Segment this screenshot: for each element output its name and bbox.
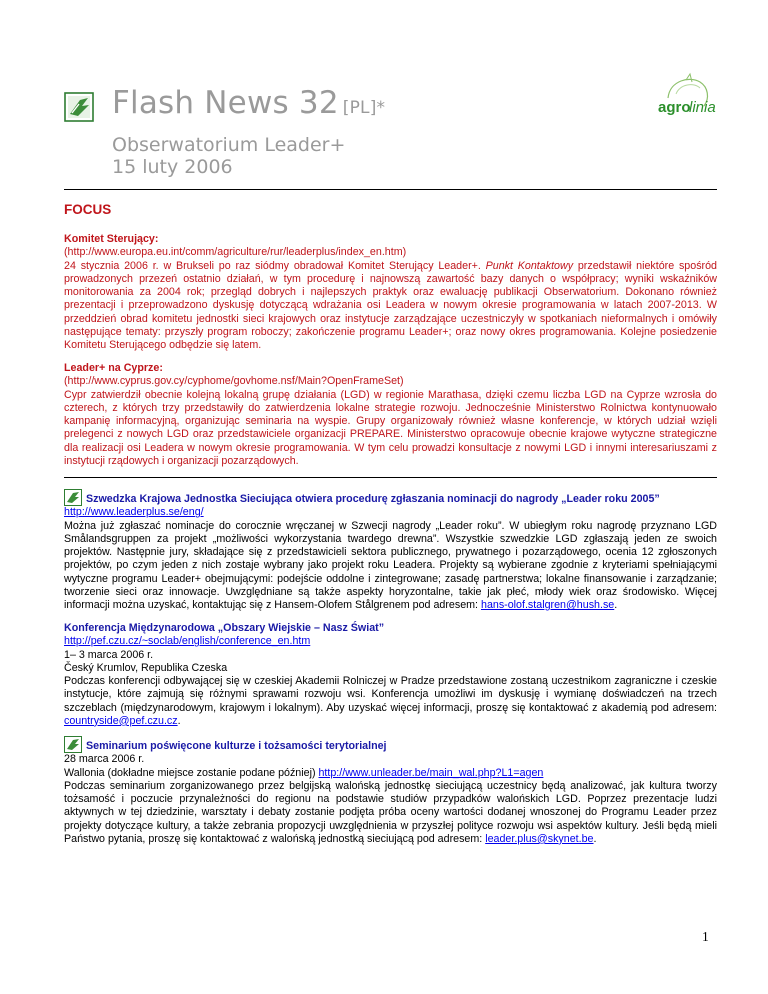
news-item-body-tail: .	[593, 832, 597, 845]
news-item-body-text: Podczas seminarium zorganizowanego przez belgijską walońską jednostkę sieciującą uczestnicy będą analizować, jak kultura tworzy tożsamość i poczucie przynależności do regionu na podstawie studiów przypadków walońskich LGD. Poprzez prezentacje ludzi aktywnych w tej dziedzinie, warsztaty i debaty zostanie podjęta próba oceny wartości dodanej wnoszonej do Programu Leader przez projekty dotyczące kultury, a także zebrania propozycji uwzględnienia w przyszłej polityce rozwoju wsi aspektów kultury. Jeśli będą mieli Państwo pytania, proszę się kontaktować z walońską jednostką sieciującą pod adresem:	[64, 779, 717, 845]
newsletter-title	[112, 85, 385, 121]
news-item-place-text: Wallonia (dokładne miejsce zostanie podane później)	[64, 766, 319, 779]
news-item-body	[64, 780, 717, 846]
title-language-tag: [PL]*	[342, 98, 386, 118]
news-item-body	[64, 520, 717, 613]
subtitle-date: 15 luty 2006	[112, 156, 233, 178]
news-item-seminar	[64, 736, 717, 846]
leader-logo-icon	[64, 92, 94, 122]
focus-item-url: (http://www.europa.eu.int/comm/agriculture/rur/leaderplus/index_en.htm)	[64, 246, 407, 259]
agrolinia-logo-icon	[628, 68, 716, 128]
news-item-body-text: Podczas konferencji odbywającej się w czeskiej Akademii Rolniczej w Pradze przedstawione zostaną uczestnikom zagraniczne i czeskie instytucje, które zajmują się różnymi sprawami rozwoju wsi. Konferencja umożliwi im dyskusję i wymianę doświadczeń na trzech szczeblach (międzynarodowym, krajowym i lokalnym). Aby uzyskać więcej informacji, proszę się kontaktować z akademią pod adresem:	[64, 675, 717, 714]
news-item-link[interactable]: http://www.leaderplus.se/eng/	[64, 506, 204, 519]
focus-item-cyprus	[64, 362, 717, 468]
focus-item-body: Cypr zatwierdził obecnie kolejną lokalną grupę działania (LGD) w regionie Marathasa, dzięki czemu liczba LGD na Cyprze wzrosła do czterech, z których trzy przedstawiły do zatwierdzenia lokalne strategie rozwoju. Jednocześnie Ministerstwo Rolnictwa kontynuowało kampanię informacyjną, organizując seminaria na wyspie. Grupy organizowały również własne konferencje, w których udział wzięli prelegenci z nowych LGD oraz przedstawiciele organizacji PREPARE. Ministerstwo opracowuje obecnie krajowe wytyczne strategiczne dla realizacji osi Leadera w nowym okresie programowania. W tym celu prowadzi konsultacje z nowymi LGD i innymi interesariuszami z instytucji rządowych i organizacji pozarządowych.	[64, 388, 717, 467]
agrolinia-logo-part-b: linia	[689, 99, 716, 116]
news-item-title: Seminarium poświęcone kulturze i tożsamości terytorialnej	[86, 740, 387, 752]
agrolinia-logo-part-a: agro	[658, 99, 691, 116]
focus-item-title: Leader+ na Cyprze:	[64, 362, 163, 374]
focus-item-title: Komitet Sterujący:	[64, 233, 159, 245]
subtitle-publisher: Obserwatorium Leader+	[112, 134, 346, 156]
newsletter-subtitle	[112, 134, 345, 178]
contact-email-link[interactable]: countryside@pef.czu.cz	[64, 714, 178, 727]
news-item-date: 1– 3 marca 2006 r.	[64, 648, 154, 661]
news-item-body	[64, 675, 717, 728]
focus-item-body	[64, 260, 717, 353]
news-item-title: Konferencja Międzynarodowa „Obszary Wiejskie – Nasz Świat”	[64, 622, 385, 634]
header-divider	[64, 189, 717, 190]
news-item-place: Český Krumlov, Republika Czeska	[64, 661, 228, 674]
focus-item-body-italic: Punkt Kontaktowy	[485, 259, 574, 272]
focus-heading: FOCUS	[64, 202, 112, 217]
focus-item-body-part: 24 stycznia 2006 r. w Brukseli po raz siódmy obradował Komitet Sterujący Leader+.	[64, 259, 486, 272]
news-item-conference	[64, 622, 717, 728]
leader-logo-icon	[64, 736, 82, 753]
leader-logo-icon	[64, 489, 82, 506]
contact-email-link[interactable]: hans-olof.stalgren@hush.se	[481, 599, 615, 611]
news-item-body-text: Można już zgłaszać nominacje do corocznie wręczanej w Szwecji nagrody „Leader roku”. W ubiegłym roku nagrodę przyznano LGD Smålandsgruppen za projekt „możliwości wykorzystania twardego drewna”. Wszystkie szwedzkie LGD zgłaszają jeden ze swoich projektów. Następnie jury, składające się z przedstawicieli sektora publicznego, prywatnego i pozarządowego, ocenia 12 zgłoszonych projektów, po czym jeden z nich zostaje wybrany jako projekt roku Leadera. Projekty są wybierane zgodnie z kryteriami spełniającymi wytyczne programu Leader+ obejmującymi: podejście oddolne i zintegrowane; zasadę partnerstwa; lokalne finansowanie i zarządzanie; tworzenie sieci oraz innowacje. Uwzględniane są także aspekty horyzontalne, takie jak płeć, młody wiek oraz środowisko. Więcej informacji można uzyskać, kontaktując się z Hansem-Olofem Stålgrenem pod adresem:	[64, 519, 717, 611]
news-item-link[interactable]: http://pef.czu.cz/~soclab/english/conference_en.htm	[64, 635, 311, 648]
page-number: 1	[702, 929, 709, 944]
news-item-body-tail: .	[614, 599, 618, 611]
news-item-link[interactable]: http://www.unleader.be/main_wal.php?L1=agen	[318, 766, 544, 779]
news-item-body-tail: .	[177, 714, 181, 727]
news-item-date: 28 marca 2006 r.	[64, 753, 145, 766]
focus-item-body-part: przedstawił niektóre spośród prowadzonych przezeń ostatnio działań, w tym procedurę i najnowszą zawartość bazy danych o współpracy; wyniki wskaźników monitorowania za 2004 rok; przegląd dobrych i najlepszych praktyk oraz ewaluację publikacji Obserwatorium. Dokonano również prezentacji i przeprowadzono dyskusję dotyczącą wdrażania osi Leadera w nowym okresie programowania w latach 2007-2013. W przeddzień obrad komitetu jednostki sieci krajowych oraz instytucje zarządzające uczestniczyły w spotkaniach nieformalnych i omówiły następujące tematy: przyszły program roboczy; zakończenie programu Leader+; oraz nowy okres programowania. Kolejne posiedzenie Komitetu Sterującego odbędzie się latem.	[64, 259, 717, 351]
news-item-header	[64, 489, 717, 506]
focus-divider	[64, 477, 717, 478]
contact-email-link[interactable]: leader.plus@skynet.be	[485, 832, 594, 845]
news-item-sweden	[64, 489, 717, 612]
title-text: Flash News 32	[112, 85, 339, 121]
news-item-title: Szwedzka Krajowa Jednostka Sieciująca otwiera procedurę zgłaszania nominacji do nagrody „Leader roku 2005”	[86, 493, 660, 505]
news-item-place	[64, 767, 717, 780]
focus-item-steering-committee	[64, 233, 717, 352]
news-item-header	[64, 736, 717, 753]
focus-item-url: (http://www.cyprus.gov.cy/cyphome/govhome.nsf/Main?OpenFrameSet)	[64, 375, 404, 388]
